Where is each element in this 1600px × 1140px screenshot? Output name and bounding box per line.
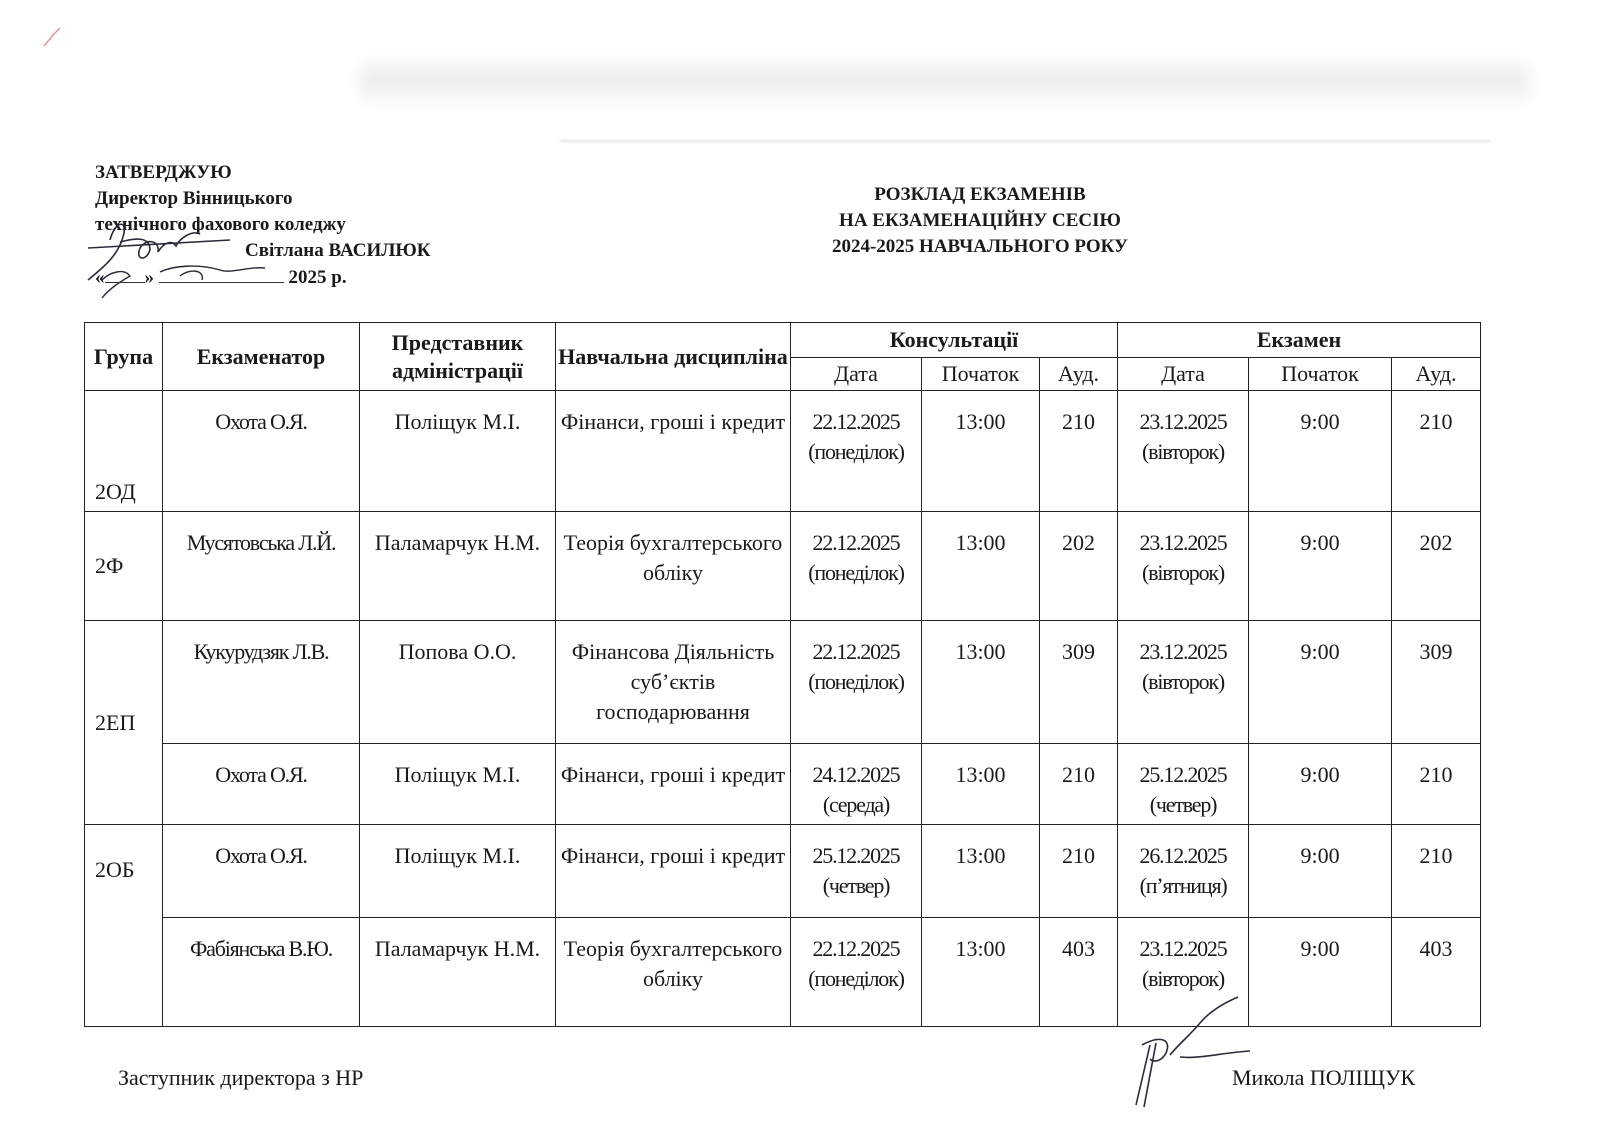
- cons-day: (понеділок): [808, 669, 904, 694]
- exam-day: (вівторок): [1142, 669, 1225, 694]
- admin-cell: Поліщук М.І.: [360, 744, 556, 825]
- exam-start-cell: 9:00: [1249, 918, 1392, 1027]
- admin-cell: Поліщук М.І.: [360, 825, 556, 918]
- exam-room-cell: 210: [1392, 744, 1481, 825]
- document-title: [730, 182, 1230, 260]
- exam-room-cell: 210: [1392, 825, 1481, 918]
- exam-schedule-table: [84, 322, 1481, 1027]
- discipline-cell: Теорія бухгалтерського обліку: [556, 512, 791, 621]
- discipline-cell: Теорія бухгалтерського обліку: [556, 918, 791, 1027]
- exam-start-cell: 9:00: [1249, 621, 1392, 744]
- exam-date-cell: [1118, 825, 1249, 918]
- cons-date-cell: [791, 825, 922, 918]
- exam-date: 26.12.2025: [1139, 843, 1227, 868]
- cons-start-cell: 13:00: [922, 391, 1040, 512]
- exam-date-cell: [1118, 621, 1249, 744]
- exam-start-cell: 9:00: [1249, 744, 1392, 825]
- discipline-cell: Фінанси, гроші і кредит: [556, 744, 791, 825]
- exam-day: (п’ятниця): [1139, 873, 1227, 898]
- approval-institution: технічного фахового коледжу: [95, 214, 346, 235]
- corner-pen-mark: [40, 12, 80, 52]
- header-consultations: Консультації: [791, 323, 1118, 358]
- examiner-cell: Охота О.Я.: [163, 391, 360, 512]
- exam-start-cell: 9:00: [1249, 512, 1392, 621]
- cons-room-cell: 309: [1040, 621, 1118, 744]
- cons-start-cell: 13:00: [922, 512, 1040, 621]
- cons-start-cell: 13:00: [922, 621, 1040, 744]
- date-close-quote: »: [144, 267, 154, 288]
- deputy-signature: [1120, 995, 1260, 1115]
- cons-date: 22.12.2025: [812, 639, 900, 664]
- scan-artifact-line: [560, 140, 1490, 142]
- examiner-cell: Мусятовська Л.Й.: [163, 512, 360, 621]
- cons-date: 22.12.2025: [812, 409, 900, 434]
- exam-date-cell: [1118, 512, 1249, 621]
- discipline-cell: Фінанси, гроші і кредит: [556, 391, 791, 512]
- admin-cell: Паламарчук Н.М.: [360, 512, 556, 621]
- exam-day: (вівторок): [1142, 560, 1225, 585]
- table-row: [85, 744, 1481, 825]
- examiner-cell: Кукурудзяк Л.В.: [163, 621, 360, 744]
- exam-date: 23.12.2025: [1139, 639, 1227, 664]
- cons-room-cell: 403: [1040, 918, 1118, 1027]
- cons-date: 22.12.2025: [812, 530, 900, 555]
- exam-room-cell: 309: [1392, 621, 1481, 744]
- exam-start-cell: 9:00: [1249, 391, 1392, 512]
- admin-cell: Попова О.О.: [360, 621, 556, 744]
- cons-date-cell: [791, 621, 922, 744]
- director-signature: [80, 210, 320, 305]
- cons-date-cell: [791, 744, 922, 825]
- admin-cell: Поліщук М.І.: [360, 391, 556, 512]
- cons-day: (понеділок): [808, 439, 904, 464]
- cons-date-cell: [791, 918, 922, 1027]
- exam-room-cell: 403: [1392, 918, 1481, 1027]
- approval-heading: ЗАТВЕРДЖУЮ: [95, 162, 232, 183]
- table-row: [85, 391, 1481, 512]
- cons-date-cell: [791, 391, 922, 512]
- table-row: [85, 825, 1481, 918]
- header-examiner: Екзаменатор: [163, 323, 360, 391]
- cons-start-cell: 13:00: [922, 825, 1040, 918]
- exam-day: (вівторок): [1142, 439, 1225, 464]
- admin-cell: Паламарчук Н.М.: [360, 918, 556, 1027]
- cons-date: 25.12.2025: [812, 843, 900, 868]
- exam-date-cell: [1118, 744, 1249, 825]
- cons-day: (четвер): [822, 873, 890, 898]
- exam-day: (вівторок): [1142, 966, 1225, 991]
- cons-day: (середа): [822, 792, 890, 817]
- header-exam-room: Ауд.: [1392, 358, 1481, 391]
- header-exam: Екзамен: [1118, 323, 1481, 358]
- examiner-cell: Фабіянська В.Ю.: [163, 918, 360, 1027]
- cons-date-cell: [791, 512, 922, 621]
- deputy-director-name: Микола ПОЛІЩУК: [1232, 1065, 1416, 1090]
- deputy-director-title: Заступник директора з НР: [118, 1065, 364, 1090]
- cons-room-cell: 210: [1040, 391, 1118, 512]
- exam-room-cell: 202: [1392, 512, 1481, 621]
- exam-date: 23.12.2025: [1139, 530, 1227, 555]
- header-cons-date: Дата: [791, 358, 922, 391]
- title-line-1: РОЗКЛАД ЕКЗАМЕНІВ: [874, 184, 1086, 205]
- header-discipline: Навчальна дисципліна: [556, 323, 791, 391]
- cons-room-cell: 210: [1040, 825, 1118, 918]
- cons-room-cell: 210: [1040, 744, 1118, 825]
- exam-date: 23.12.2025: [1139, 936, 1227, 961]
- approval-position: Директор Вінницького: [95, 188, 293, 209]
- header-exam-date: Дата: [1118, 358, 1249, 391]
- header-exam-start: Початок: [1249, 358, 1392, 391]
- approval-signatory: Світлана ВАСИЛЮК: [245, 240, 431, 261]
- exam-date: 25.12.2025: [1139, 762, 1227, 787]
- cons-day: (понеділок): [808, 560, 904, 585]
- cons-date: 24.12.2025: [812, 762, 900, 787]
- group-cell: 2Ф: [85, 512, 163, 621]
- table-row: [85, 621, 1481, 744]
- cons-day: (понеділок): [808, 966, 904, 991]
- exam-room-cell: 210: [1392, 391, 1481, 512]
- discipline-cell: Фінансова Діяльність суб’єктів господарювання: [556, 621, 791, 744]
- exam-start-cell: 9:00: [1249, 825, 1392, 918]
- title-line-3: 2024-2025 НАВЧАЛЬНОГО РОКУ: [831, 236, 1128, 257]
- header-cons-room: Ауд.: [1040, 358, 1118, 391]
- date-open-quote: «: [95, 267, 105, 288]
- exam-day: (четвер): [1149, 792, 1217, 817]
- exam-date: 23.12.2025: [1139, 409, 1227, 434]
- examiner-cell: Охота О.Я.: [163, 744, 360, 825]
- table-row: [85, 512, 1481, 621]
- group-cell: 2ОД: [85, 391, 163, 512]
- group-cell: 2ОБ: [85, 825, 163, 1027]
- cons-start-cell: 13:00: [922, 744, 1040, 825]
- discipline-cell: Фінанси, гроші і кредит: [556, 825, 791, 918]
- header-cons-start: Початок: [922, 358, 1040, 391]
- title-line-2: НА ЕКЗАМЕНАЦІЙНУ СЕСІЮ: [839, 210, 1121, 231]
- header-admin-rep: Представник адміністрації: [360, 323, 556, 391]
- table-row: [85, 918, 1481, 1027]
- cons-room-cell: 202: [1040, 512, 1118, 621]
- header-row-1: [85, 323, 1481, 358]
- cons-start-cell: 13:00: [922, 918, 1040, 1027]
- group-cell: 2ЕП: [85, 621, 163, 825]
- cons-date: 22.12.2025: [812, 936, 900, 961]
- approval-year: 2025 р.: [288, 267, 347, 288]
- header-group: Група: [85, 323, 163, 391]
- exam-date-cell: [1118, 391, 1249, 512]
- scan-artifact: [360, 55, 1530, 110]
- examiner-cell: Охота О.Я.: [163, 825, 360, 918]
